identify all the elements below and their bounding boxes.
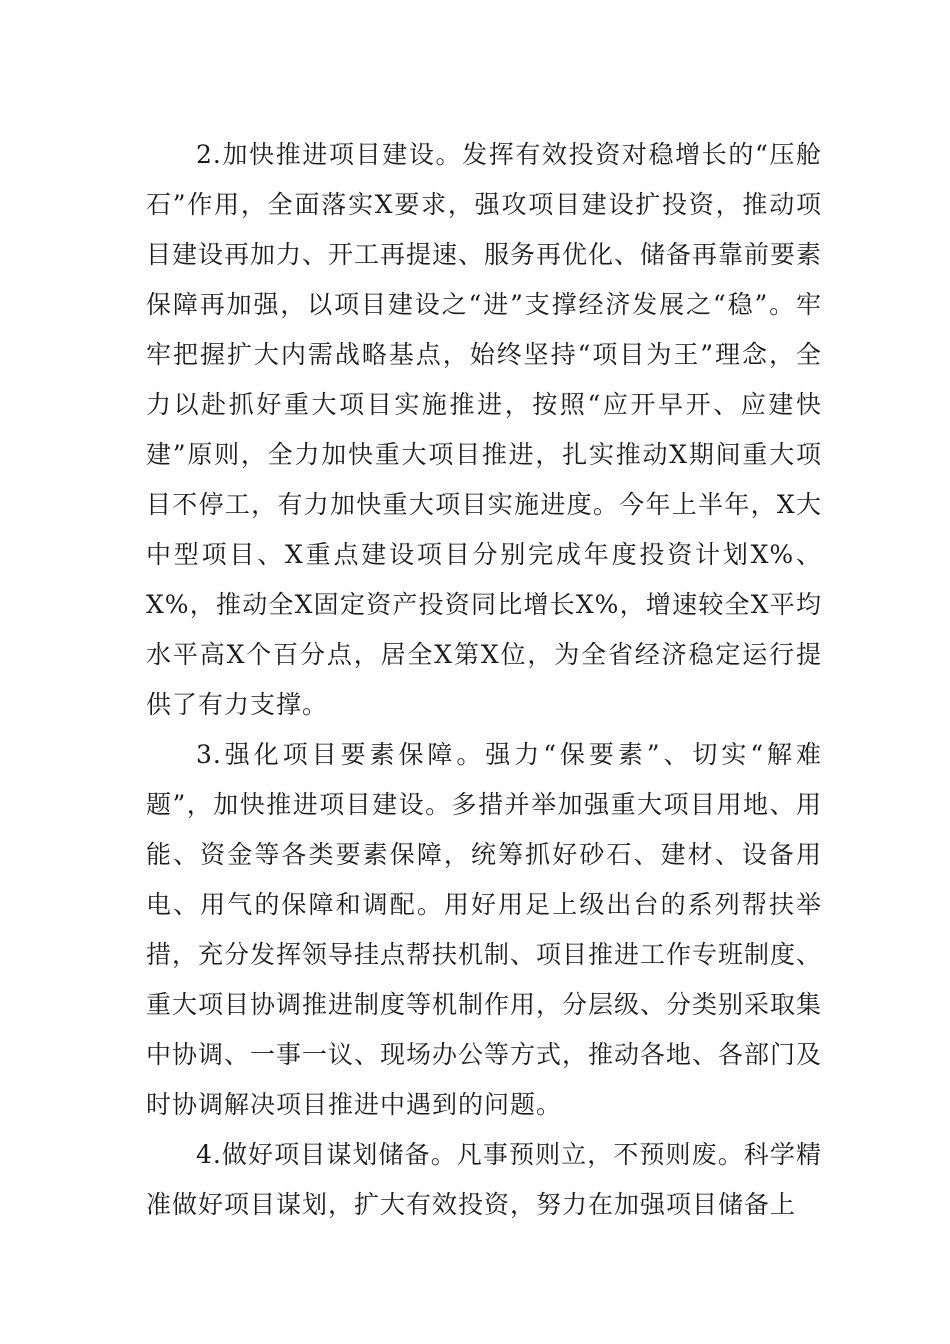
- paragraph-4-project-planning: 4.做好项目谋划储备。凡事预则立，不预则废。科学精准做好项目谋划，扩大有效投资，努力在加强项目储备上: [146, 1140, 822, 1219]
- paragraph-2-project-construction: 2.加快推进项目建设。发挥有效投资对稳增长的“压舱石”作用，全面落实X要求，强攻项目建设扩投资，推动项目建设再加力、开工再提速、服务再优化、储备再靠前要素保障再加强，以项目建设之“进”支撑经济发展之“稳”。牢牢把握扩大内需战略基点，始终坚持“项目为王”理念，全力以赴抓好重大项目实施推进，按照“应开早开、应建快建”原则，全力加快重大项目推进，扎实推动X期间重大项目不停工，有力加快重大项目实施进度。今年上半年，X大中型项目、X重点建设项目分别完成年度投资计划X%、X%，推动全X固定资产投资同比增长X%，增速较全X平均水平高X个百分点，居全X第X位，为全省经济稳定运行提供了有力支撑。: [146, 140, 823, 719]
- paragraph-3-factor-guarantee: 3.强化项目要素保障。强力“保要素”、切实“解难题”，加快推进项目建设。多措并举加强重大项目用地、用能、资金等各类要素保障，统筹抓好砂石、建材、设备用电、用气的保障和调配。用好用足上级出台的系列帮扶举措，充分发挥领导挂点帮扶机制、项目推进工作专班制度、重大项目协调推进制度等机制作用，分层级、分类别采取集中协调、一事一议、现场办公等方式，推动各地、各部门及时协调解决项目推进中遇到的问题。: [146, 740, 823, 1119]
- document-body: [146, 130, 822, 1230]
